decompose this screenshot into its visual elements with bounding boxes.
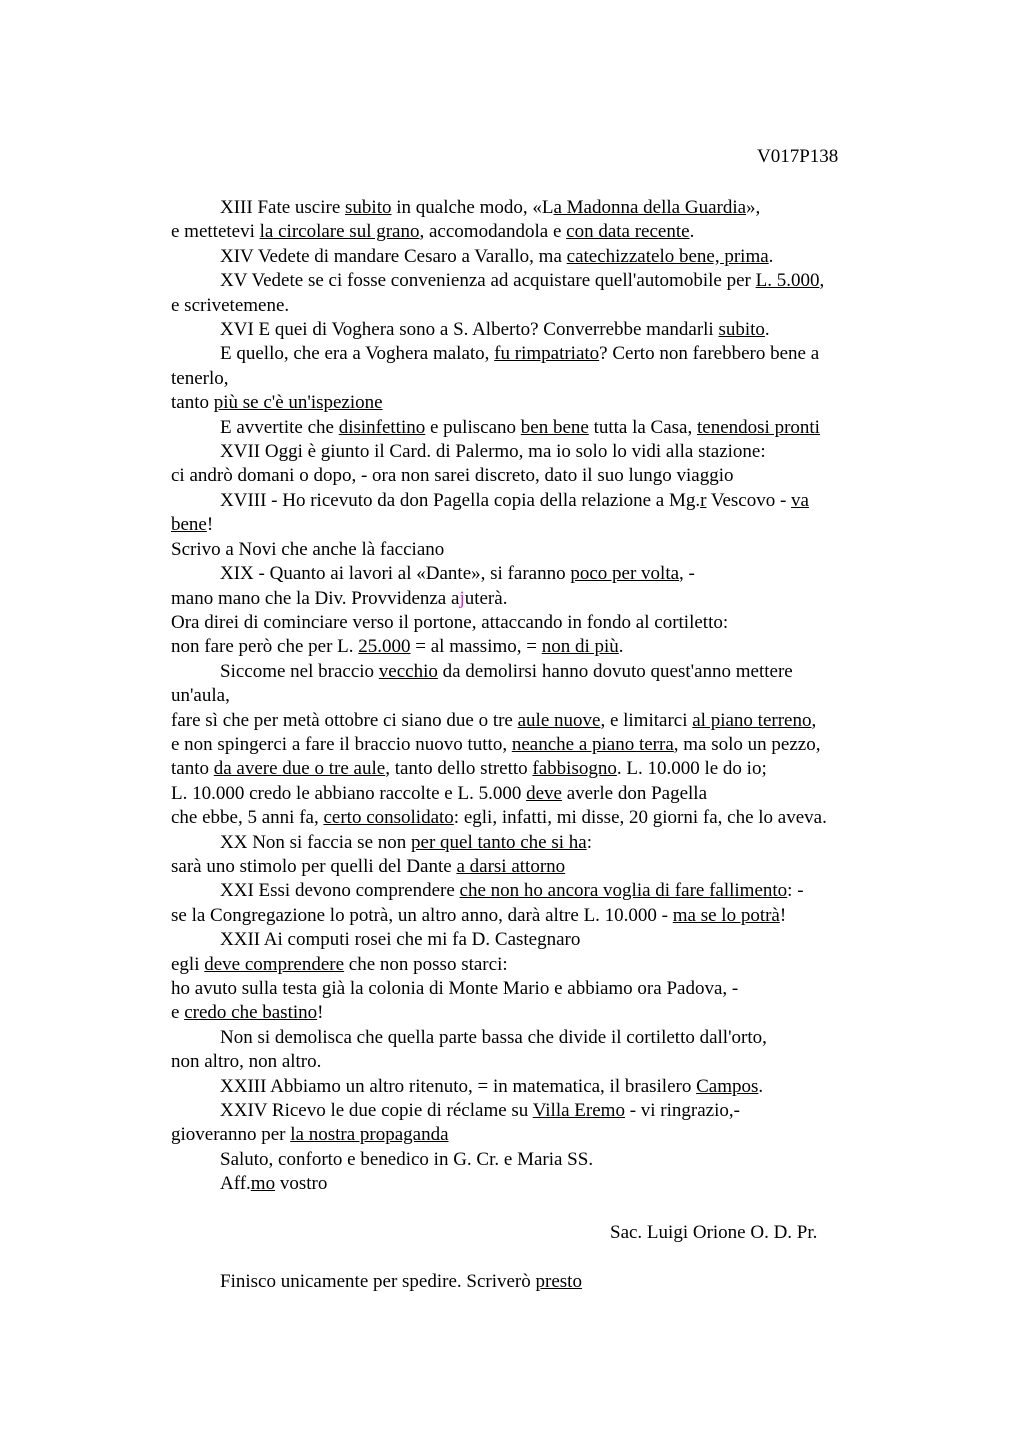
text-segment: ci andrò domani o dopo, - ora non sarei discreto, dato il suo lungo viaggio — [171, 465, 734, 487]
text-line — [171, 464, 891, 488]
underlined-text: certo consolidato — [323, 807, 454, 829]
text-line — [171, 953, 891, 977]
letter-body — [171, 196, 891, 1294]
text-segment: XVIII - Ho ricevuto da don Pagella copia della relazione a Mg. — [220, 489, 701, 511]
underlined-text: non di più — [541, 636, 619, 658]
text-line — [171, 513, 891, 537]
text-segment: . — [764, 319, 770, 341]
text-segment: ho avuto sulla testa già la colonia di Monte Mario e abbiamo ora Padova, - — [171, 978, 739, 999]
underlined-text: neanche a piano terra — [511, 733, 674, 755]
text-line — [171, 245, 891, 269]
underlined-text: fabbisogno — [532, 758, 617, 780]
text-segment: . — [758, 1075, 764, 1097]
text-segment: che non posso starci: — [344, 953, 508, 975]
text-segment: e scrivetemene. — [171, 294, 290, 316]
text-segment: che ebbe, 5 anni fa, — [171, 807, 324, 829]
text-segment: , e limitarci — [600, 709, 693, 731]
text-segment: XV Vedete se ci fosse convenienza ad acquistare quell'automobile per — [220, 270, 756, 292]
text-segment: Scrivo a Novi che anche là facciano — [171, 538, 445, 560]
underlined-text: fu rimpatriato — [494, 343, 600, 365]
underlined-text: la nostra propaganda — [290, 1124, 449, 1146]
text-line — [171, 928, 891, 952]
text-segment: XXIV Ricevo le due copie di réclame su — [220, 1100, 533, 1122]
text-segment: = al massimo, = — [410, 636, 542, 658]
text-segment: , - — [679, 563, 695, 585]
text-segment: Finisco unicamente per spedire. Scriverò — [220, 1270, 536, 1292]
text-line — [171, 367, 891, 391]
text-segment: e — [171, 1002, 185, 1024]
text-segment: Non si demolisca che quella parte bassa che divide il cortiletto dall'orto, — [220, 1026, 767, 1048]
text-segment: Siccome nel braccio — [220, 660, 379, 682]
text-line — [171, 1075, 891, 1099]
text-segment: gioveranno per — [171, 1124, 291, 1146]
text-segment: tutta la Casa, — [588, 416, 697, 438]
text-segment: XIV Vedete di mandare Cesaro a Varallo, ma — [220, 245, 567, 267]
underlined-text: vecchio — [378, 660, 438, 682]
underlined-text: deve — [526, 782, 562, 804]
underlined-text: poco per volta — [570, 563, 680, 585]
text-segment: . — [768, 245, 774, 267]
text-segment: non altro, non altro. — [171, 1051, 322, 1073]
text-segment: Sac. Luigi Orione O. D. Pr. — [610, 1222, 818, 1244]
underlined-text: bene — [171, 514, 207, 536]
underlined-text: subito — [718, 319, 765, 341]
text-segment: XXII Ai computi rosei che mi fa D. Castegnaro — [220, 929, 581, 951]
text-segment: Saluto, conforto e benedico in G. Cr. e Maria SS. — [220, 1148, 594, 1170]
text-segment: averle don Pagella — [561, 782, 708, 804]
text-segment: tanto — [171, 392, 214, 414]
underlined-text: a Madonna della Guardia — [553, 197, 747, 218]
text-segment: ! — [317, 1002, 324, 1024]
text-segment: : - — [787, 880, 804, 902]
text-segment: XX Non si faccia se non — [220, 831, 412, 853]
text-segment: . — [618, 636, 624, 658]
underlined-text: aule nuove — [517, 709, 601, 731]
underlined-text: da avere due o tre aule — [213, 758, 386, 780]
text-segment: egli — [171, 953, 205, 975]
text-line — [171, 757, 891, 781]
text-segment: L. 10.000 credo le abbiano raccolte e L. 5.000 — [171, 782, 527, 804]
text-line — [171, 269, 891, 293]
text-line — [171, 342, 891, 366]
underlined-text: con data recente — [566, 221, 690, 243]
text-segment: , tanto dello stretto — [385, 758, 533, 780]
text-segment: E avvertite che — [220, 416, 339, 438]
text-segment: e mettetevi — [171, 221, 260, 243]
text-line — [171, 709, 891, 733]
text-line — [171, 220, 891, 244]
text-segment: ? Certo non farebbero bene a — [599, 343, 820, 365]
text-line — [171, 562, 891, 586]
text-line — [171, 489, 891, 513]
text-line — [171, 879, 891, 903]
text-segment: , — [811, 709, 817, 731]
text-segment: e puliscano — [425, 416, 521, 438]
text-segment: fare sì che per metà ottobre ci siano due o tre — [171, 709, 518, 731]
underlined-text: 25.000 — [358, 636, 411, 658]
text-segment: j — [459, 587, 465, 609]
text-segment: non fare però che per L. — [171, 636, 359, 658]
underlined-text: va — [791, 489, 809, 511]
text-line — [171, 391, 891, 415]
text-segment: , ma solo un pezzo, — [673, 733, 821, 755]
underlined-text: Villa Eremo — [532, 1100, 625, 1122]
text-segment: , accomodandola e — [419, 221, 567, 243]
underlined-text: credo che bastino — [184, 1002, 318, 1024]
text-segment: : — [586, 831, 592, 853]
text-line — [171, 1148, 891, 1172]
text-segment: Ora direi di cominciare verso il portone, attaccando in fondo al cortiletto: — [171, 611, 729, 633]
text-segment: ! — [206, 514, 214, 536]
underlined-text: deve comprendere — [204, 953, 345, 975]
text-line — [171, 1270, 891, 1294]
underlined-text: per quel tanto che si ha — [411, 831, 587, 853]
text-line — [171, 684, 891, 708]
text-segment: XVII Oggi è giunto il Card. di Palermo, ma io solo lo vidi alla stazione: — [220, 441, 766, 463]
text-line — [171, 1026, 891, 1050]
underlined-text: subito — [345, 197, 392, 218]
underlined-text: catechizzatelo bene, prima — [566, 245, 769, 267]
underlined-text: r — [700, 489, 707, 511]
text-segment: E quello, che era a Voghera malato, — [220, 343, 495, 365]
text-segment: tanto — [171, 758, 214, 780]
text-segment: : egli, infatti, mi disse, 20 giorni fa, che lo aveva. — [453, 807, 827, 829]
text-segment: XIII Fate uscire — [220, 197, 346, 218]
text-segment: da demolirsi hanno dovuto quest'anno mettere — [437, 660, 793, 682]
text-segment: XVI E quei di Voghera sono a S. Alberto? Converrebbe mandarli — [220, 319, 719, 341]
text-segment: XXI Essi devono comprendere — [220, 880, 460, 902]
text-line — [171, 196, 891, 220]
page-id: V017P138 — [757, 146, 839, 167]
signature-line — [171, 1221, 891, 1245]
text-line — [171, 611, 891, 635]
text-segment: Vescovo - — [706, 489, 792, 511]
text-line — [171, 1001, 891, 1025]
text-line — [171, 977, 891, 1001]
text-segment: e non spingerci a fare il braccio nuovo tutto, — [171, 733, 512, 755]
text-segment: . L. 10.000 le do io; — [616, 758, 767, 780]
text-segment: Aff. — [220, 1173, 251, 1195]
underlined-text: tenendosi pronti — [697, 416, 820, 438]
text-line — [171, 1050, 891, 1074]
underlined-text: mo — [250, 1173, 276, 1195]
underlined-text: Campos — [696, 1075, 759, 1097]
text-segment: », — [746, 197, 761, 218]
text-line — [171, 587, 891, 611]
text-line — [171, 855, 891, 879]
text-segment: mano mano che la Div. Provvidenza a — [171, 587, 460, 609]
text-segment: vostro — [275, 1173, 328, 1195]
underlined-text: al piano terreno — [692, 709, 812, 731]
underlined-text: ben bene — [520, 416, 589, 438]
text-line — [171, 660, 891, 684]
text-segment: ! — [779, 904, 787, 926]
text-segment: , — [819, 270, 825, 292]
text-line — [171, 831, 891, 855]
text-line — [171, 440, 891, 464]
text-segment: in qualche modo, «L — [391, 197, 554, 218]
text-line — [171, 294, 891, 318]
text-line — [171, 1123, 891, 1147]
text-segment: un'aula, — [171, 685, 230, 707]
underlined-text: a darsi attorno — [456, 855, 566, 877]
text-line — [171, 782, 891, 806]
text-segment: - vi ringrazio,- — [624, 1100, 740, 1122]
text-segment: se la Congregazione lo potrà, un altro anno, darà altre L. 10.000 - — [171, 904, 673, 926]
text-line — [171, 1172, 891, 1196]
underlined-text: che non ho ancora voglia di fare fallimento — [459, 880, 788, 902]
text-segment: tenerlo, — [171, 367, 229, 389]
underlined-text: più se c'è un'ispezione — [213, 392, 383, 414]
text-segment: uterà. — [464, 587, 508, 609]
underlined-text: la circolare sul grano — [259, 221, 420, 243]
blank-line — [171, 1197, 891, 1221]
underlined-text: ma se lo potrà — [672, 904, 780, 926]
underlined-text: presto — [535, 1270, 582, 1292]
text-line — [171, 904, 891, 928]
text-line — [171, 318, 891, 342]
blank-line — [171, 1245, 891, 1269]
underlined-text: L. 5.000 — [755, 270, 820, 292]
underlined-text: disinfettino — [338, 416, 426, 438]
text-line — [171, 416, 891, 440]
text-line — [171, 635, 891, 659]
text-line — [171, 538, 891, 562]
text-segment: XIX - Quanto ai lavori al «Dante», si faranno — [220, 563, 571, 585]
text-segment: . — [689, 221, 695, 243]
text-segment: XXIII Abbiamo un altro ritenuto, = in matematica, il brasilero — [220, 1075, 697, 1097]
text-line — [171, 1099, 891, 1123]
text-segment: sarà uno stimolo per quelli del Dante — [171, 855, 457, 877]
text-line — [171, 733, 891, 757]
text-line — [171, 806, 891, 830]
